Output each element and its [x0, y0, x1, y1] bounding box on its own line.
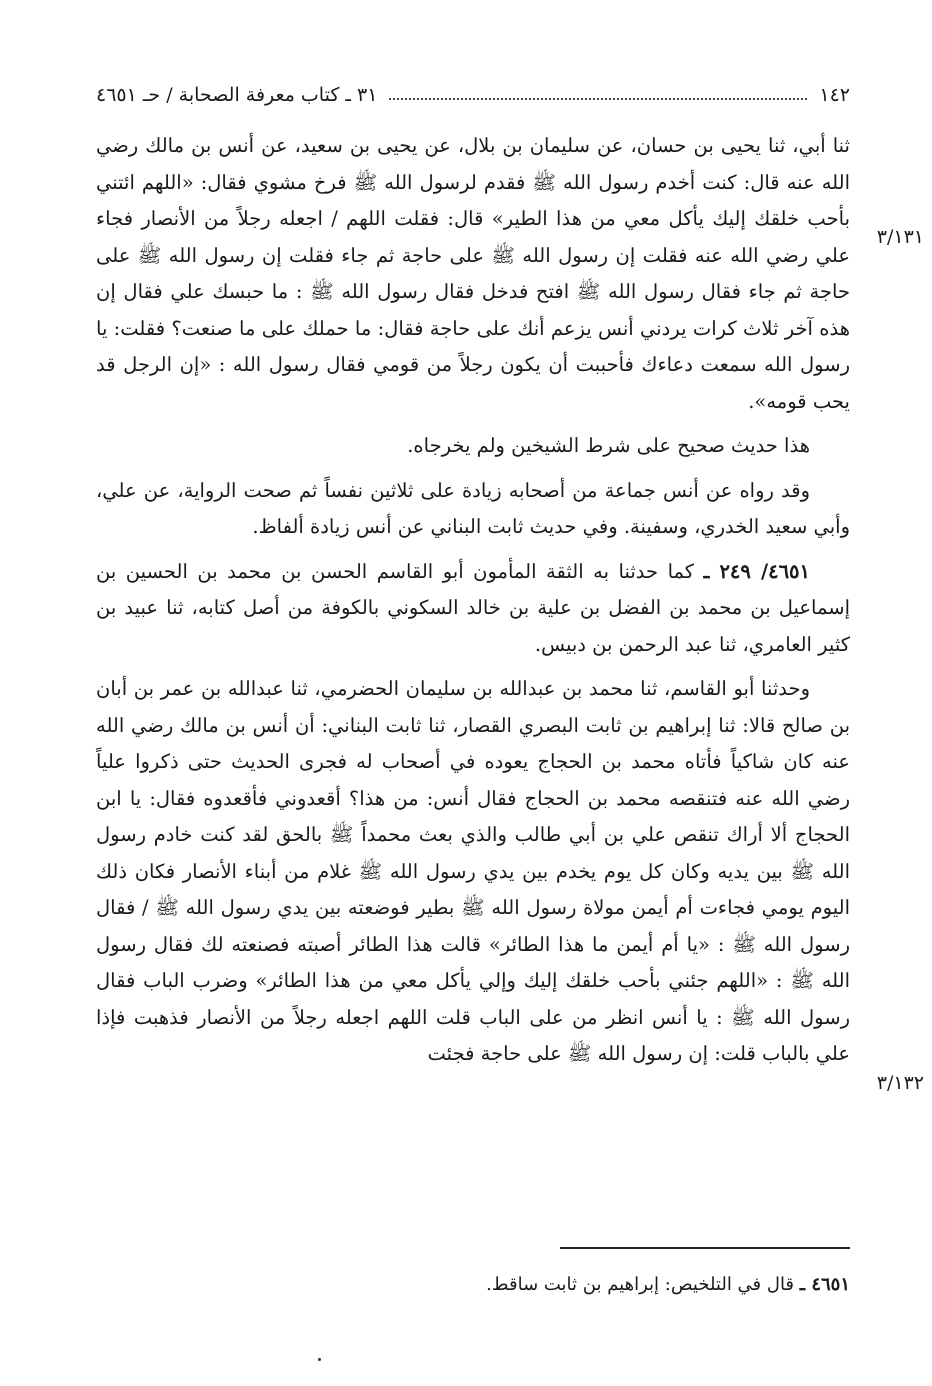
- hadith-number: ٤٦٥١/ ٢٤٩ ـ: [703, 559, 810, 583]
- hadith-chain: كما حدثنا به الثقة المأمون أبو القاسم الحسن بن محمد بن الحسين بن إسماعيل بن محمد بن الفضل بن علية بن خالد السكوني بالكوفة من أصل: [96, 559, 850, 619]
- page-number: ١٤٢: [819, 84, 850, 106]
- footnote: [96, 1274, 850, 1295]
- footnote-number: ٤٦٥١ ـ: [799, 1274, 850, 1295]
- running-header: [96, 78, 850, 112]
- header-leader-dots: [389, 98, 807, 100]
- paragraph-1: ثنا أبي، ثنا يحيى بن حسان، عن سليمان بن بلال، عن يحيى بن سعيد، عن أنس بن مالك رضي الله عنه قال: كنت أخدم رسول الله ﷺ فقدم لرسول الله ﷺ فرخ مشوي فقال: «اللهم ائتني بأحب خلقك إليك يأكل معي من هذا الطير» قال: فقلت اللهم / اجعله رجلاً من الأنصار فجاء علي رضي الله عنه فقلت إن رسول الله ﷺ على حاجة ثم جاء فقلت إن رسول الله ﷺ على حاجة ثم جاء فقال رسول الله ﷺ افتح فدخل فقال رسول الله ﷺ : ما حبسك علي فقال إن هذه آخر ثلاث كرات يردني أنس يزعم أنك على حاجة فقال: ما حملك على ما صنعت؟ فقلت: يا رسول الله سمعت دعاءك فأحببت أن يكون رجلاً من قومي فقال رسول الله : «إن الرجل قد يحب قومه».: [96, 134, 850, 413]
- footnote-text: قال في التلخيص: إبراهيم بن ثابت ساقط.: [486, 1274, 795, 1295]
- main-text: [96, 128, 850, 1081]
- margin-ref-1: ٣/١٣١: [876, 226, 924, 248]
- hadith-paragraph: [96, 554, 850, 664]
- hadith-chain-end: كتابه، ثنا عبيد بن كثير العامري، ثنا عبد الرحمن بن دبيس.: [96, 596, 850, 656]
- running-title: ٣١ ـ كتاب معرفة الصحابة / حـ ٤٦٥١: [96, 84, 378, 106]
- paragraph-5: وحدثنا أبو القاسم، ثنا محمد بن عبدالله بن سليمان الحضرمي، ثنا عبدالله بن عمر بن أبان بن صالح قالا: ثنا إبراهيم بن ثابت البصري القصار، ثنا ثابت البناني: أن أنس بن مالك رضي الله عنه كان شاكياً فأتاه محمد بن الحجاج يعوده في أصحاب له فجرى الحديث حتى ذكروا علياً رضي الله عنه فتنقصه محمد بن الحجاج فقال أنس: من هذا؟ أقعدوني فأقعدوه فقال: يا ابن الحجاج ألا أراك تنقص علي بن أبي طالب والذي بعث محمداً ﷺ بالحق لقد كنت خادم رسول الله ﷺ بين يديه وكان كل يوم يخدم بين يدي رسول الله ﷺ غلام من أبناء الأنصار فكان ذلك اليوم يومي فجاءت أم أيمن مولاة رسول الله ﷺ بطير فوضعته بين يدي رسول الله ﷺ / فقال رسول الله ﷺ : «يا أم أيمن ما هذا الطائر» قالت هذا الطائر أصبته فصنعته لك فقال رسول الله ﷺ : «اللهم جئني بأحب خلقك إليك وإلي يأكل معي من هذا الطائر» وضرب الباب فقال رسول الله ﷺ : يا أنس انظر من على الباب قلت اللهم اجعله رجلاً من الأنصار فذهبت فإذا علي بالباب قلت: إن رسول الله ﷺ على حاجة فجئت: [96, 677, 851, 1065]
- print-speck: [318, 1358, 321, 1361]
- paragraph-3: وقد رواه عن أنس جماعة من أصحابه زيادة على ثلاثين نفساً ثم صحت الرواية، عن علي، وأبي سعيد الخدري، وسفينة. وفي حديث ثابت البناني عن أنس زيادة ألفاظ.: [96, 478, 850, 538]
- paragraph-2: هذا حديث صحيح على شرط الشيخين ولم يخرجاه.: [407, 434, 810, 457]
- footnote-separator: [560, 1247, 850, 1249]
- margin-ref-2: ٣/١٣٢: [876, 1072, 924, 1094]
